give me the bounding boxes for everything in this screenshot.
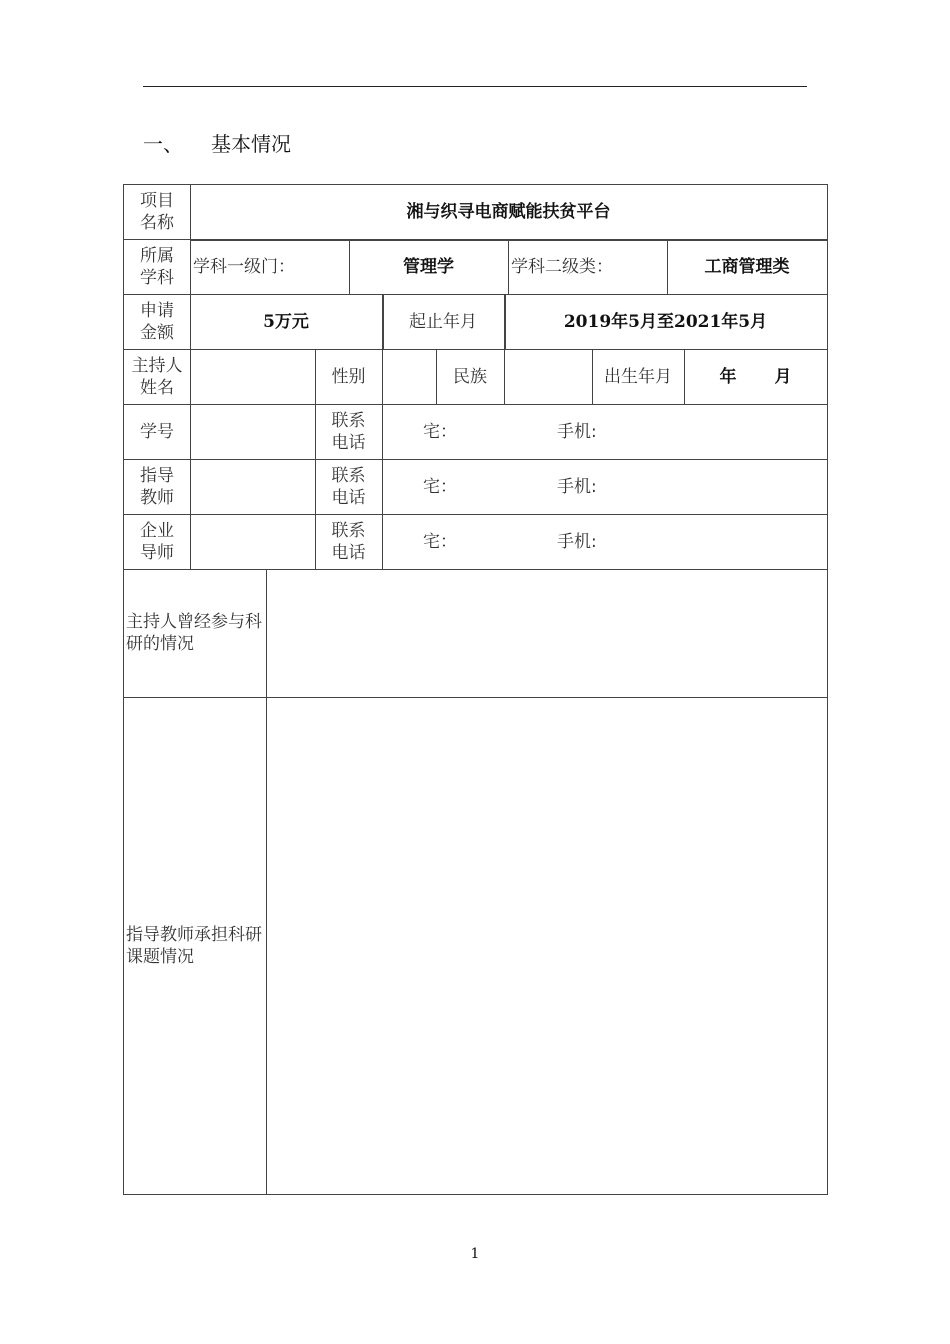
section-heading xyxy=(143,128,291,157)
period-value: 2019年5月至2021年5月 xyxy=(563,311,768,332)
discipline-label: 所属 学科 xyxy=(140,245,174,288)
leader-research-label: 主持人曾经参与科研的情况 xyxy=(126,612,262,654)
mentor-home-phone[interactable]: 宅： xyxy=(423,531,457,552)
header-rule xyxy=(143,86,807,87)
amount-value: 5万元 xyxy=(263,311,309,332)
period-label: 起止年月 xyxy=(409,311,477,332)
leader-contact-label: 联系 电话 xyxy=(331,410,366,453)
discipline-level2-value: 工商管理类 xyxy=(704,256,790,277)
advisor-home-phone[interactable]: 宅： xyxy=(423,476,457,497)
page-number: 1 xyxy=(470,1246,480,1262)
amount-label: 申请 金额 xyxy=(140,300,174,343)
advisor-research-field[interactable] xyxy=(266,697,827,1194)
advisor-field[interactable] xyxy=(190,459,315,514)
section-number: 一、 xyxy=(143,132,183,156)
enterprise-mentor-field[interactable] xyxy=(190,514,315,569)
leader-home-phone[interactable]: 宅： xyxy=(423,421,457,442)
birth-field[interactable] xyxy=(684,349,827,404)
ethnicity-field[interactable] xyxy=(504,349,592,404)
discipline-level2-label: 学科二级类： xyxy=(511,256,613,277)
project-name-label: 项目 名称 xyxy=(140,190,174,233)
section-title: 基本情况 xyxy=(211,132,291,156)
leader-mobile-phone[interactable]: 手机: xyxy=(557,421,597,442)
advisor-research-label: 指导教师承担科研课题情况 xyxy=(126,924,262,967)
advisor-mobile-phone[interactable]: 手机: xyxy=(557,476,597,497)
mentor-mobile-phone[interactable]: 手机: xyxy=(557,531,597,552)
ethnicity-label: 民族 xyxy=(453,366,487,387)
leader-name-field[interactable] xyxy=(190,349,315,404)
birth-year-unit: 年 xyxy=(719,366,737,387)
student-id-field[interactable] xyxy=(190,404,315,459)
mentor-contact-label: 联系 电话 xyxy=(331,520,366,563)
discipline-level1-label: 学科一级门： xyxy=(193,256,295,277)
student-id-label: 学号 xyxy=(140,421,174,442)
advisor-contact-label: 联系 电话 xyxy=(331,465,366,508)
birth-label: 出生年月 xyxy=(604,366,672,387)
leader-research-field[interactable] xyxy=(266,569,827,697)
advisor-label: 指导 教师 xyxy=(140,465,174,508)
discipline-level1-value: 管理学 xyxy=(403,256,454,277)
project-name-value: 湘与织寻电商赋能扶贫平台 xyxy=(406,201,611,222)
leader-name-label: 主持人 姓名 xyxy=(131,355,183,398)
gender-field[interactable] xyxy=(382,349,436,404)
gender-label: 性别 xyxy=(331,366,366,387)
birth-month-unit: 月 xyxy=(774,366,792,387)
enterprise-mentor-label: 企业 导师 xyxy=(140,520,174,563)
